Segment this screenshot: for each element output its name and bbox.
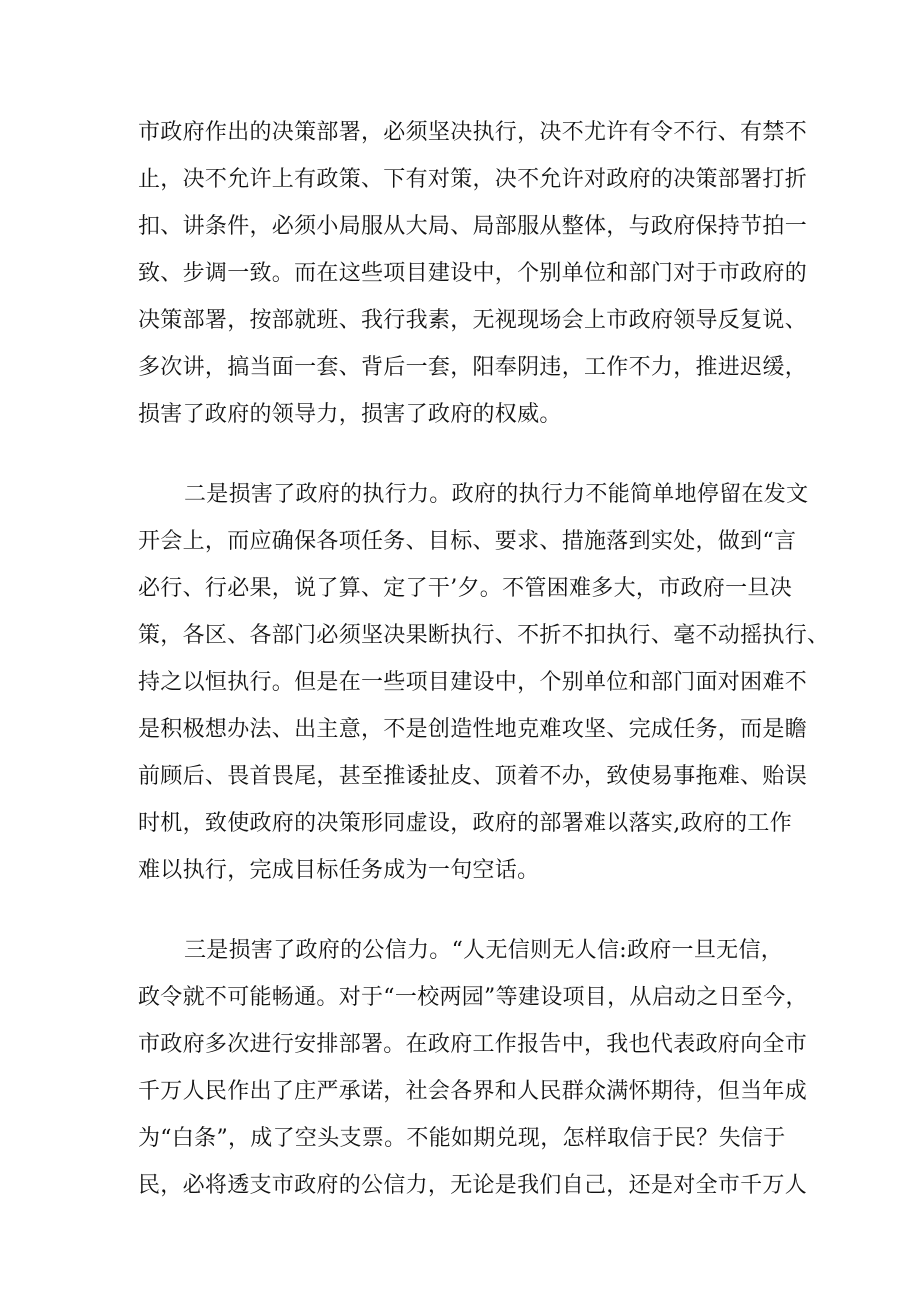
paragraph-1-line-6: 多次讲，搞当面一套、背后一套，阳奉阴违，工作不力，推进迟缓，	[138, 355, 808, 380]
paragraph-3-line-5: 为“白条”，成了空头支票。不能如期兑现，怎样取信于民？失信于	[138, 1126, 786, 1151]
paragraph-3-line-4: 千万人民作出了庄严承诺，社会各界和人民群众满怀期待，但当年成	[138, 1079, 808, 1104]
paragraph-2-line-5: 持之以恒执行。但是在一些项目建设中，个别单位和部门面对困难不	[138, 670, 808, 695]
paragraph-2-line-4: 策，各区、各部门必须坚决果断执行、不折不扣执行、毫不动摇执行、	[138, 623, 830, 648]
paragraph-3-line-1: 三是损害了政府的公信力。“人无信则无人信:政府一旦无信，	[184, 938, 784, 963]
paragraph-2-line-1: 二是损害了政府的执行力。政府的执行力不能简单地停留在发文	[184, 482, 809, 507]
paragraph-1-line-5: 决策部署，按部就班、我行我素，无视现场会上市政府领导反复说、	[138, 308, 808, 333]
paragraph-3-line-2: 政令就不可能畅通。对于“一校两园”等建设项目，从启动之日至今，	[138, 985, 808, 1010]
paragraph-1-line-4: 致、步调一致。而在这些项目建设中，个别单位和部门对于市政府的	[138, 261, 808, 286]
paragraph-1-line-1: 市政府作出的决策部署，必须坚决执行，决不尤许有令不行、有禁不	[138, 120, 808, 145]
paragraph-2-line-8: 时机，致使政府的决策形同虚设，政府的部署难以落实,政府的工作	[138, 811, 792, 836]
paragraph-3-line-3: 市政府多次进行安排部署。在政府工作报告中，我也代表政府向全市	[138, 1032, 808, 1057]
paragraph-2-line-2: 开会上，而应确保各项任务、目标、要求、措施落到实处，做到“言	[138, 529, 797, 554]
paragraph-3-line-6: 民，必将透支市政府的公信力，无论是我们自己，还是对全市千万人	[138, 1173, 808, 1198]
paragraph-2-line-9: 难以执行，完成目标任务成为一句空话。	[138, 858, 540, 883]
paragraph-1-line-3: 扣、讲条件，必须小局服从大局、局部服从整体，与政府保持节拍一	[138, 214, 808, 239]
paragraph-1-line-7: 损害了政府的领导力，损害了政府的权威。	[138, 402, 562, 427]
paragraph-2-line-6: 是积极想办法、出主意，不是创造性地克难攻坚、完成任务，而是瞻	[138, 717, 808, 742]
paragraph-2-line-7: 前顾后、畏首畏尾，甚至推诿扯皮、顶着不办，致使易事拖难、贻误	[138, 764, 808, 789]
paragraph-1-line-2: 止，决不允许上有政策、下有对策，决不允许对政府的决策部署打折	[138, 167, 808, 192]
paragraph-2-line-3: 必行、行必果，说了算、定了干’夕。不管困难多大，市政府一旦决	[138, 576, 792, 601]
